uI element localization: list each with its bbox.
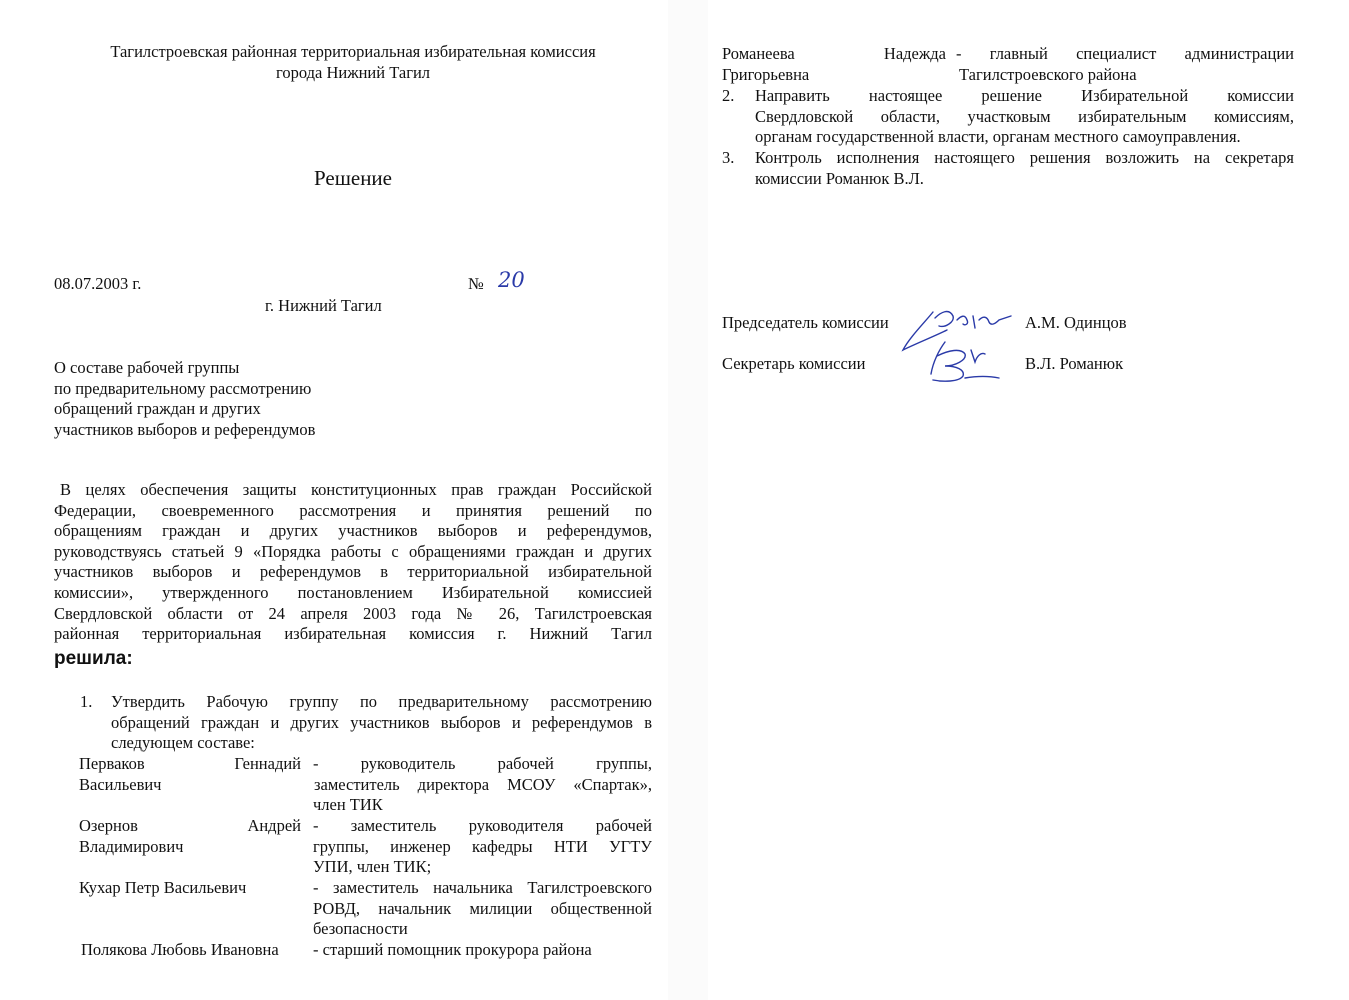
signature-title-chairman: Председатель комиссии (722, 313, 889, 332)
preamble-line: Свердловской области от 24 апреля 2003 года № 26, Тагилстроевская (54, 603, 652, 623)
member-role: - главный специалист администрации Тагилстроевского района (956, 44, 1294, 84)
doc-number-sign: № (468, 274, 484, 293)
subject-line: по предварительному рассмотрению (54, 378, 312, 398)
header-line-2: города Нижний Тагил (275, 62, 431, 82)
item-1-line: обращений граждан и других участников выборов и референдумов в (111, 712, 652, 732)
item-1-text (111, 692, 652, 754)
item-3-number: 3. (722, 148, 735, 167)
doc-date: 08.07.2003 г. (54, 274, 142, 293)
item-1-number: 1. (80, 692, 93, 711)
member-name: Озернов Андрей Владимирович (79, 816, 301, 856)
item-2-line: Свердловской области, участковым избирательным комиссиям, (755, 106, 1294, 126)
item-2-text (755, 86, 1294, 148)
item-3-line: комиссии Романюк В.Л. (755, 168, 924, 188)
preamble-line: районная территориальная избирательная комиссия г. Нижний Тагил (54, 624, 652, 644)
item-3-text (755, 148, 1294, 189)
preamble-line: руководствуясь статьей 9 «Порядка работы с обращениями граждан и других (54, 541, 652, 561)
decided-label: решила: (54, 648, 133, 669)
item-1-line: следующем составе: (111, 733, 255, 753)
preamble-line: обращениям граждан и других участников выборов и референдумов, (54, 521, 652, 541)
subject-line: участников выборов и референдумов (54, 419, 316, 439)
item-2-line: органам государственной власти, органам местного самоуправления. (755, 127, 1241, 147)
header-line-1: Тагилстроевская районная территориальная избирательная комиссия (110, 42, 596, 61)
preamble-line: участников выборов и референдумов в территориальной избирательной (54, 562, 652, 582)
preamble-line: комиссии», утвержденного постановлением Избирательной комиссией (54, 582, 652, 602)
member-role: - заместитель руководителя рабочей группы, инженер кафедры НТИ УГТУ УПИ, член ТИК; (313, 816, 652, 877)
member-role: - заместитель начальника Тагилстроевского РОВД, начальник милиции общественной безопасности (313, 878, 652, 939)
item-3-line: Контроль исполнения настоящего решения возложить на секретаря (755, 148, 1294, 167)
member-role: - старший помощник прокурора района (313, 940, 592, 959)
preamble-line: Федерации, своевременного рассмотрения и принятия решений по (54, 500, 652, 520)
header (40, 42, 666, 83)
page-gutter (668, 0, 708, 1000)
member-name: Романеева Надежда Григорьевна (722, 44, 946, 84)
item-2-line: Направить настоящее решение Избирательной комиссии (755, 86, 1294, 105)
member-name: Полякова Любовь Ивановна (81, 940, 279, 959)
preamble (54, 480, 652, 645)
member-role: - руководитель рабочей группы, заместитель директора МСОУ «Спартак», член ТИК (313, 754, 652, 815)
doc-number-handwritten: 20 (498, 268, 525, 292)
secretary-signature-image (915, 336, 1005, 386)
subject-line: обращений граждан и других (54, 399, 261, 419)
signature-title-secretary: Секретарь комиссии (722, 354, 866, 373)
member-name: Кухар Петр Васильевич (79, 878, 247, 897)
signature-name-chairman: А.М. Одинцов (1025, 313, 1127, 332)
subject-line: О составе рабочей группы (54, 358, 240, 377)
item-1-line: Утвердить Рабочую группу по предварительному рассмотрению (111, 692, 652, 711)
signature-name-secretary: В.Л. Романюк (1025, 354, 1124, 373)
doc-city: г. Нижний Тагил (265, 296, 382, 315)
subject (54, 358, 315, 440)
member-name: Перваков Геннадий Васильевич (79, 754, 301, 794)
doc-type: Решение (313, 166, 392, 190)
item-2-number: 2. (722, 86, 735, 105)
preamble-line: В целях обеспечения защиты конституционных прав граждан Российской (60, 480, 652, 499)
